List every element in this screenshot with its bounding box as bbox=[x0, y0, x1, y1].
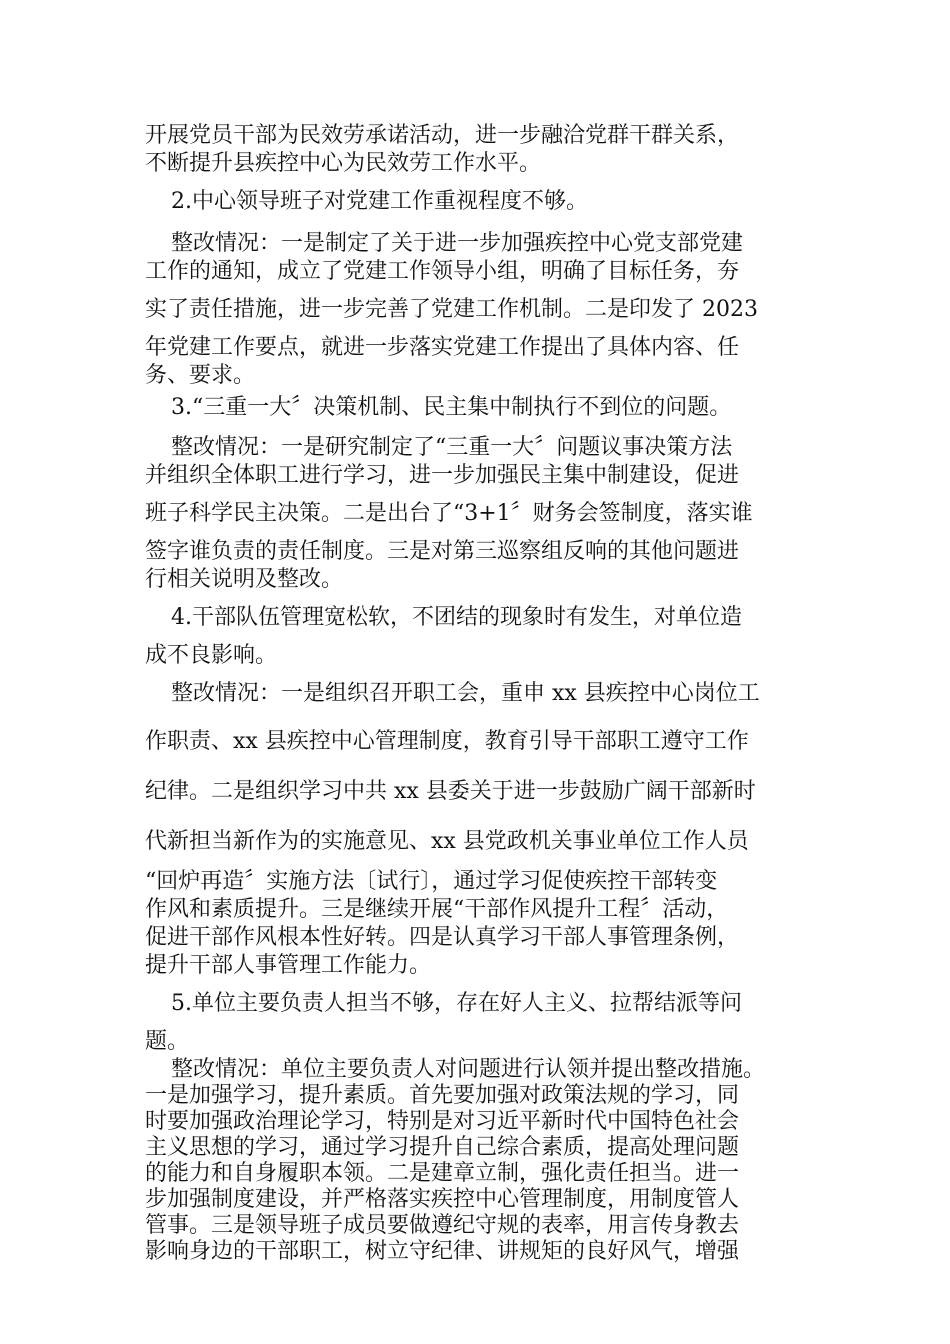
text-line: 的能力和自身履职本领。二是建章立制，强化责任担当。进一 bbox=[145, 1161, 740, 1186]
text-line: 整改情况：单位主要负责人对问题进行认领并提出整改措施。 bbox=[171, 1057, 766, 1082]
text-line: 管事。三是领导班子成员要做遵纪守规的表率，用言传身教去 bbox=[145, 1213, 740, 1238]
text-line: 不断提升县疾控中心为民效劳工作水平。 bbox=[145, 151, 542, 176]
text-line: 并组织全体职工进行学习，进一步加强民主集中制建设，促进 bbox=[145, 463, 740, 488]
text-line: 实了责任措施，进一步完善了党建工作机制。二是印发了 2023 bbox=[145, 297, 758, 322]
text-line: 务、要求。 bbox=[145, 363, 256, 388]
text-line: 一是加强学习，提升素质。首先要加强对政策法规的学习，同 bbox=[145, 1083, 740, 1108]
heading-item-3: 3.“三重一大〞决策机制、民主集中制执行不到位的问题。 bbox=[171, 395, 732, 420]
text-line: 年党建工作要点，就进一步落实党建工作提出了具体内容、任 bbox=[145, 335, 740, 360]
text-line: 代新担当新作为的实施意见、xx 县党政机关事业单位工作人员 bbox=[145, 829, 749, 854]
text-line: 工作的通知，成立了党建工作领导小组，明确了目标任务，夯 bbox=[145, 259, 740, 284]
text-line: 作风和素质提升。三是继续开展“干部作风提升工程〞活动， bbox=[145, 897, 729, 922]
text-line: 整改情况：一是组织召开职工会，重申 xx 县疾控中心岗位工 bbox=[171, 681, 760, 706]
text-line: 影响身边的干部职工，树立守纪律、讲规矩的良好风气，增强 bbox=[145, 1239, 740, 1264]
text-line: “回炉再造〞实施方法〔试行〕，通过学习促使疾控干部转变 bbox=[145, 869, 718, 894]
text-line: 整改情况：一是研究制定了“三重一大〞问题议事决策方法 bbox=[171, 435, 733, 460]
text-line: 提升干部人事管理工作能力。 bbox=[145, 953, 432, 978]
text-line: 整改情况：一是制定了关于进一步加强疾控中心党支部党建 bbox=[171, 231, 744, 256]
text-line: 题。 bbox=[145, 1029, 190, 1054]
heading-item-5: 5.单位主要负责人担当不够，存在好人主义、拉帮结派等问 bbox=[171, 991, 742, 1016]
text-line: 成不良影响。 bbox=[145, 643, 278, 668]
text-line: 步加强制度建设，并严格落实疾控中心管理制度，用制度管人 bbox=[145, 1187, 740, 1212]
text-line: 时要加强政治理论学习，特别是对习近平新时代中国特色社会 bbox=[145, 1109, 740, 1134]
text-line: 班子科学民主决策。二是出台了“3+1〞财务会签制度，落实谁 bbox=[145, 501, 753, 526]
text-line: 开展党员干部为民效劳承诺活动，进一步融洽党群干群关系， bbox=[145, 123, 740, 148]
heading-item-2: 2.中心领导班子对党建工作重视程度不够。 bbox=[171, 189, 588, 214]
text-line: 促进干部作风根本性好转。四是认真学习干部人事管理条例， bbox=[145, 925, 740, 950]
text-line: 签字谁负责的责任制度。三是对第三巡察组反响的其他问题进 bbox=[145, 539, 740, 564]
text-line: 纪律。二是组织学习中共 xx 县委关于进一步鼓励广阔干部新时 bbox=[145, 779, 756, 804]
text-line: 行相关说明及整改。 bbox=[145, 567, 344, 592]
heading-item-4: 4.干部队伍管理宽松软，不团结的现象时有发生，对单位造 bbox=[171, 605, 742, 630]
text-line: 主义思想的学习，通过学习提升自己综合素质，提高处理问题 bbox=[145, 1135, 740, 1160]
text-line: 作职责、xx 县疾控中心管理制度，教育引导干部职工遵守工作 bbox=[145, 729, 749, 754]
